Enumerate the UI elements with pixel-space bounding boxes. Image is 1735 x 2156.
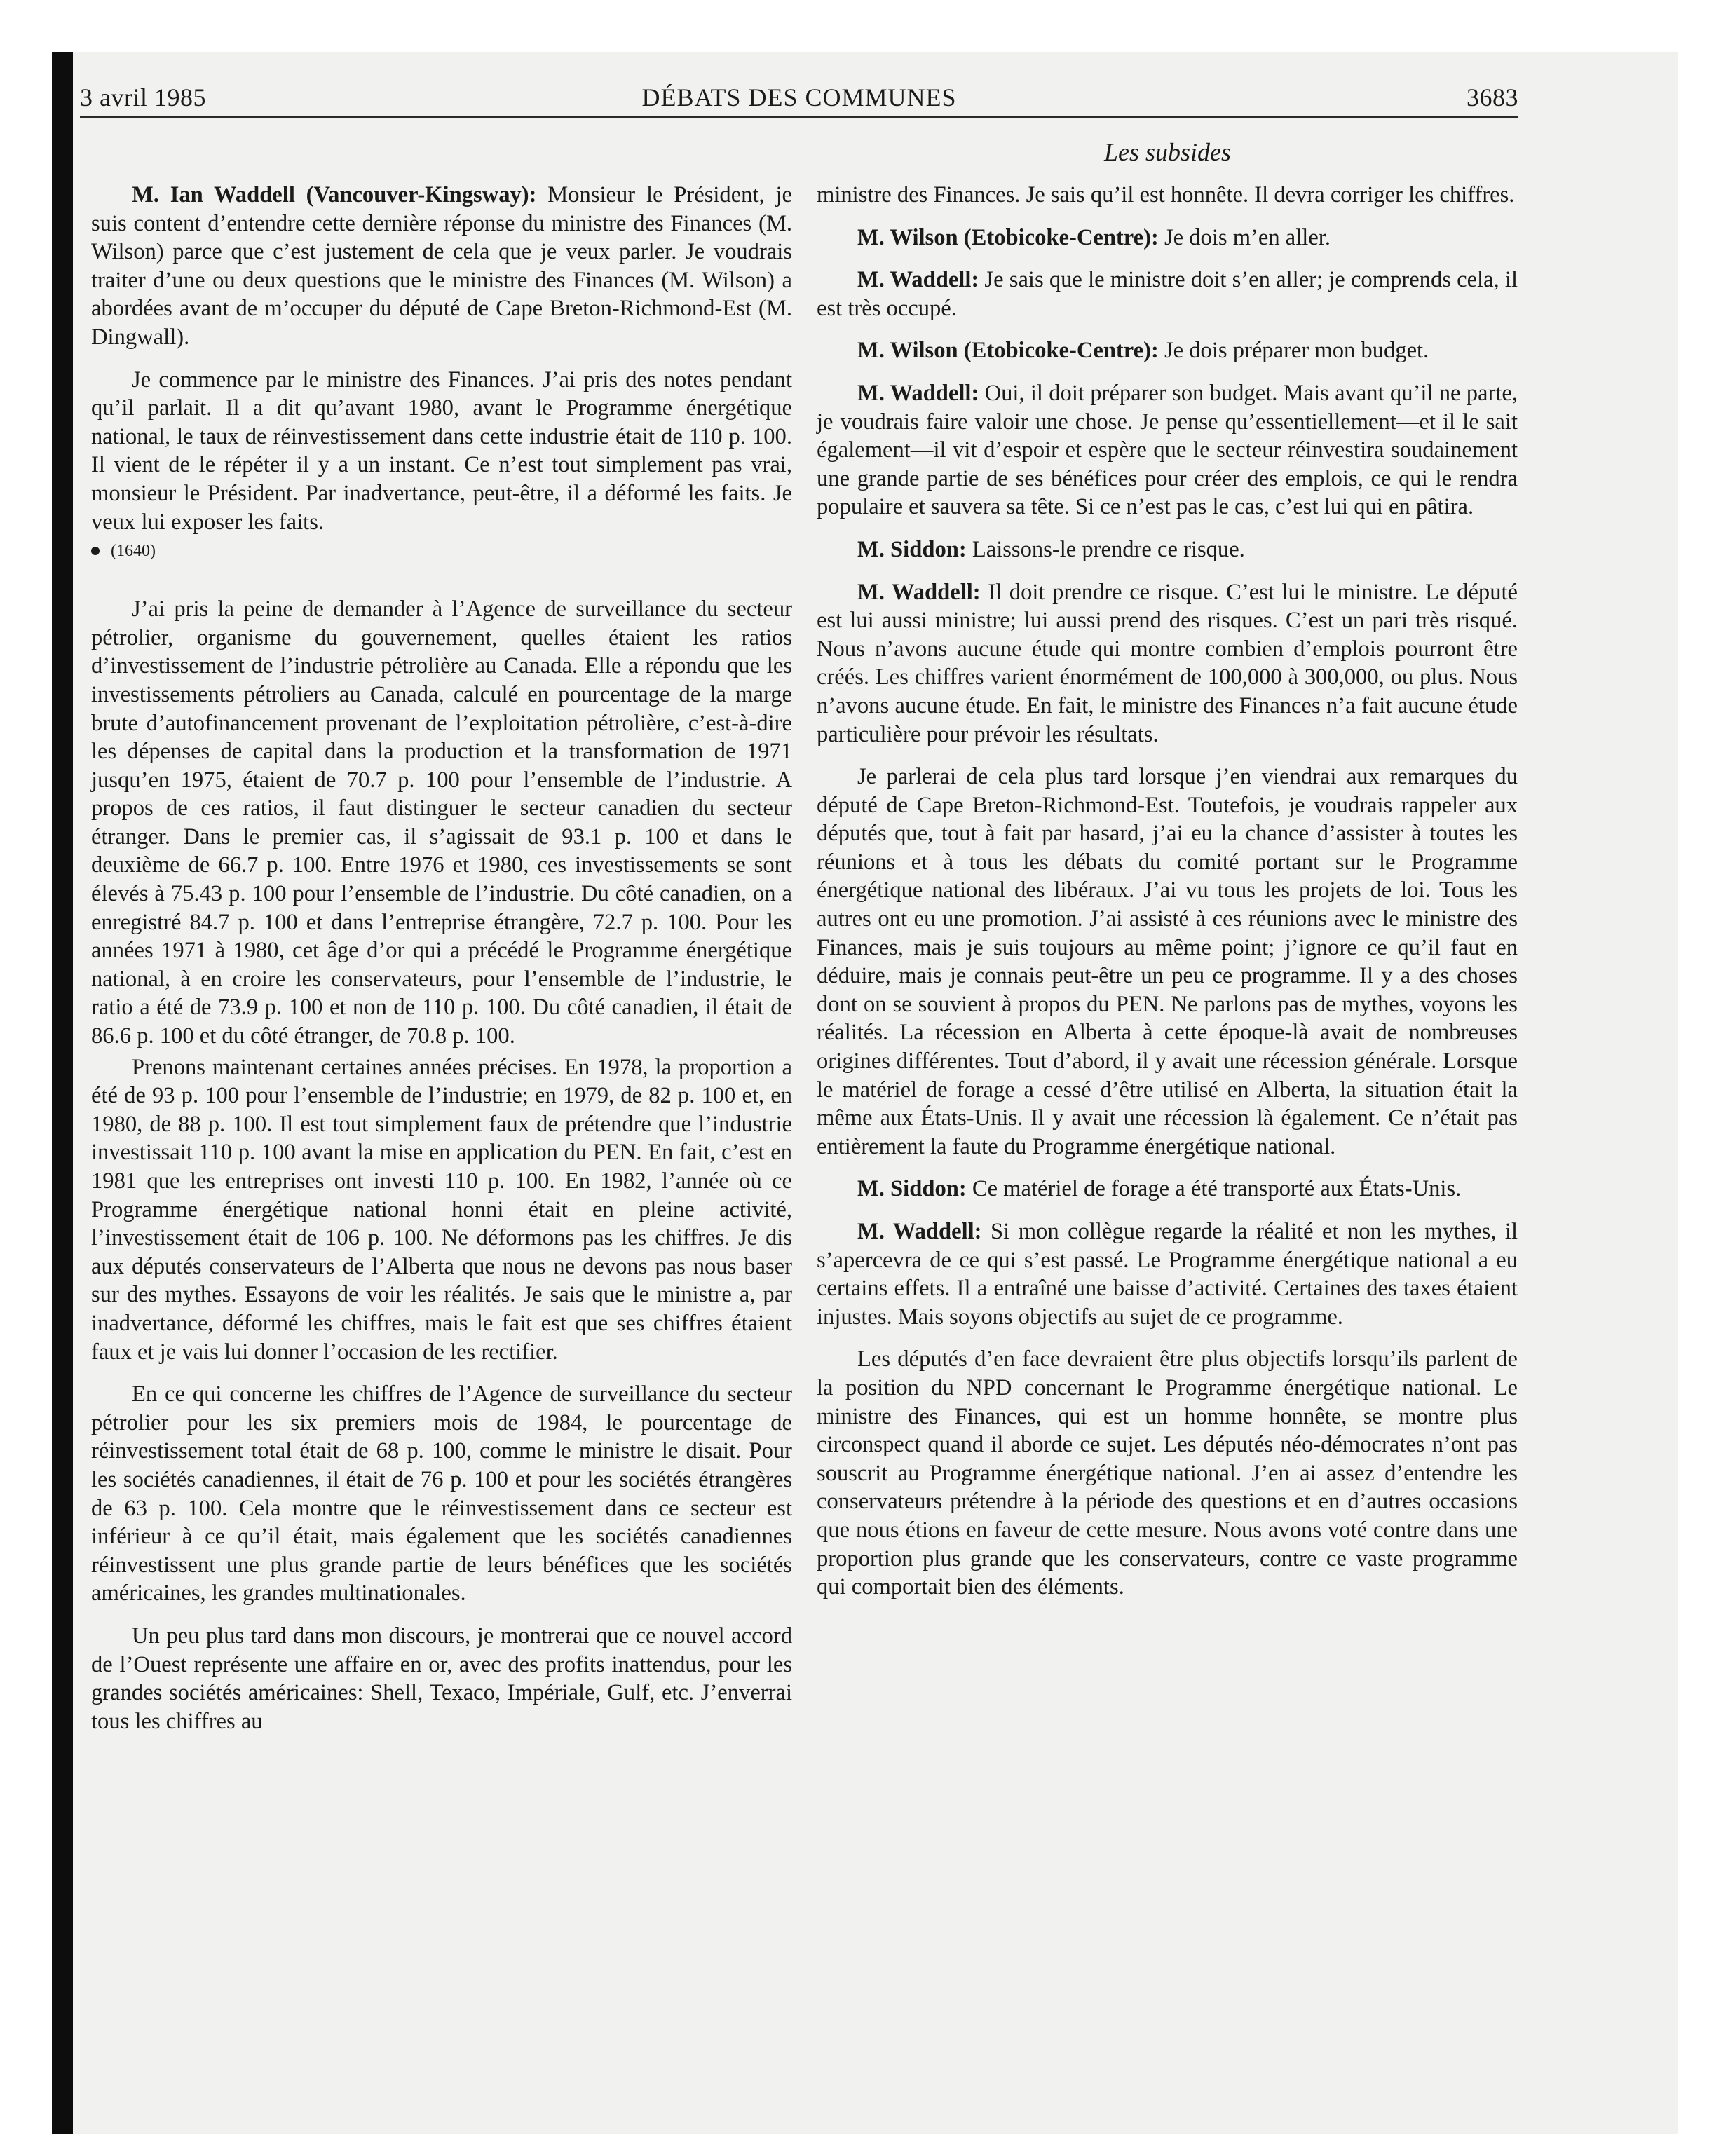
speech-paragraph: Je parlerai de cela plus tard lorsque j’en viendrai aux remarques du député de Cape Breton-Richmond-Est. Toutefois, je voudrais rappeler aux députés que, tout à fait par hasard, j’ai eu la chance d’assister à toutes les réunions et à tous les débats du comité portant sur le Programme énergétique national des libéraux. J’ai vu tous les projets de loi. Tous les autres ont eu une promotion. J’ai assisté à ces réunions avec le ministre des Finances, mais je suis toujours au même point; j’ignore ce qu’il faut en déduire, mais je connais peut-être un peu ce programme. Il y a des choses dont on se souvient à propos du PEN. Ne parlons pas de mythes, voyons les réalités. La récession en Alberta à cette époque-là avait de nombreuses origines différentes. Tout d’abord, il y avait une récession générale. Lorsque le matériel de forage a cessé d’être utilisé en Alberta, la situation était la même aux États-Unis. Il y avait une récession là également. Ce n’était pas entièrement la faute du Programme énergétique national. xyxy=(817,764,1518,1159)
speech-text: Ce matériel de forage a été transporté aux États-Unis. xyxy=(966,1176,1462,1202)
running-header xyxy=(80,83,1518,119)
speech-text: Laissons-le prendre ce risque. xyxy=(966,536,1245,562)
header-publication: DÉBATS DES COMMUNES xyxy=(641,83,957,111)
speaker-name: M. Wilson (Etobicoke-Centre): xyxy=(857,338,1159,364)
speech-paragraph xyxy=(817,336,1518,365)
speaker-name: M. Waddell: xyxy=(857,579,981,605)
speech-paragraph xyxy=(817,266,1518,322)
speech-paragraph xyxy=(817,1175,1518,1203)
timestamp-marker xyxy=(91,540,792,561)
speech-text: Oui, il doit préparer son budget. Mais avant qu’il ne parte, je voudrais faire valoir une chose. Je pense qu’essentiellement—et il le sait également—il vit d’espoir et espère que le secteur réinvestira soudainement une grande partie de ses bénéfices pour créer des emplois, ce qui le rendra populaire et sauvera sa tête. Si ce n’est pas le cas, c’est lui qui en pâtira. xyxy=(817,380,1518,520)
bullet-icon xyxy=(91,547,100,555)
page-number: 3683 xyxy=(1467,83,1518,111)
header-rule xyxy=(80,116,1518,118)
speech-paragraph: En ce qui concerne les chiffres de l’Agence de surveillance du secteur pétrolier pour les six premiers mois de 1984, le pourcentage de réinvestissement total était de 68 p. 100, comme le ministre le disait. Pour les sociétés canadiennes, il était de 76 p. 100 et pour les sociétés étrangères de 63 p. 100. Cela montre que le réinvestissement dans ce secteur est inférieur à ce qu’il était, mais également que les sociétés canadiennes réinvestissent une plus grande partie de leurs bénéfices que les sociétés américaines, les grandes multinationales. xyxy=(91,1381,792,1606)
speech-text: Si mon collègue regarde la réalité et non les mythes, il s’apercevra de ce qui s’est passé. Le Programme énergétique national a eu certains effets. Il a entraîné une baisse d’activité. Certaines des taxes étaient injustes. Mais soyons objectifs au sujet de ce programme. xyxy=(817,1219,1518,1330)
speech-paragraph: Un peu plus tard dans mon discours, je montrerai que ce nouvel accord de l’Ouest représente une affaire en or, avec des profits inattendus, pour les grandes sociétés américaines: Shell, Texaco, Impériale, Gulf, etc. J’enverrai tous les chiffres au xyxy=(91,1623,792,1734)
speech-text: Je dois préparer mon budget. xyxy=(1158,338,1429,364)
speaker-name: M. Waddell: xyxy=(857,380,979,406)
section-title: Les subsides xyxy=(1103,138,1232,166)
right-column xyxy=(817,181,1518,1616)
speech-text: Monsieur le Président, je suis content d’entendre cette dernière réponse du ministre des Finances (M. Wilson) parce que c’est justement de cela que je veux parler. Je voudrais traiter d’une ou deux questions que le ministre des Finances (M. Wilson) a abordées avant de m’occuper du député de Cape Breton-Richmond-Est (M. Dingwall). xyxy=(91,182,792,350)
speech-paragraph: Je commence par le ministre des Finances. J’ai pris des notes pendant qu’il parlait. Il a dit qu’avant 1980, avant le Programme énergétique national, le taux de réinvestissement dans cette industrie était de 110 p. 100. Il vient de le répéter il y a un instant. Ce n’est tout simplement pas vrai, monsieur le Président. Par inadvertance, peut-être, il a déformé les faits. Je veux lui exposer les faits. xyxy=(91,367,792,535)
speech-text: Il doit prendre ce risque. C’est lui le ministre. Le député est lui aussi ministre; lui aussi prend des risques. C’est un pari très risqué. Nous n’avons aucune étude qui montre combien d’emplois pourront être créés. Les chiffres varient énormément de 100,000 à 300,000, ou plus. Nous n’avons aucune étude. En fait, le ministre des Finances n’a fait aucune étude particulière pour prévoir les résultats. xyxy=(817,579,1518,747)
speech-text: Je sais que le ministre doit s’en aller; je comprends cela, il est très occupé. xyxy=(817,267,1518,321)
speech-paragraph xyxy=(817,1217,1518,1331)
speech-paragraph: J’ai pris la peine de demander à l’Agence de surveillance du secteur pétrolier, organisme du gouvernement, quelles étaient les ratios d’investissement de l’industrie pétrolière au Canada. Elle a répondu que les investissements pétroliers au Canada, calculé en pourcentage de la marge brute d’autofinancement provenant de l’exploitation pétrolière, c’est-à-dire les dépenses de capital dans la production et la transformation de 1971 jusqu’en 1975, étaient de 70.7 p. 100 pour l’ensemble de l’industrie. A propos de ces ratios, il faut distinguer le secteur canadien du secteur étranger. Dans le premier cas, il s’agissait de 93.1 p. 100 et dans le deuxième de 66.7 p. 100. Entre 1976 et 1980, ces investissements se sont élevés à 75.43 p. 100 pour l’ensemble de l’industrie. Du côté canadien, on a enregistré 84.7 p. 100 et dans l’entreprise étrangère, 72.7 p. 100. Pour les années 1971 à 1980, cet âge d’or qui a précédé le Programme énergétique national, à en croire les conservateurs, pour l’ensemble de l’industrie, le ratio a été de 73.9 p. 100 et non de 110 p. 100. Du côté canadien, il était de 86.6 p. 100 et du côté étranger, de 70.8 p. 100. xyxy=(91,596,792,1049)
speech-paragraph xyxy=(817,535,1518,564)
speaker-name: M. Wilson (Etobicoke-Centre): xyxy=(857,224,1159,250)
left-column xyxy=(91,181,792,1749)
speech-text: Je dois m’en aller. xyxy=(1158,224,1331,250)
timestamp: (1640) xyxy=(111,542,156,561)
scan-border xyxy=(52,52,73,2134)
speech-paragraph: Prenons maintenant certaines années précises. En 1978, la proportion a été de 93 p. 100 pour l’ensemble de l’industrie; en 1979, de 82 p. 100 et, en 1980, de 88 p. 100. Il est tout simplement faux de prétendre que l’industrie investissait 110 p. 100 avant la mise en application du PEN. En fait, c’est en 1981 que les entreprises ont investi 110 p. 100. En 1982, l’année où ce Programme énergétique national honni était en pleine activité, l’investissement était de 106 p. 100. Ne déformons pas les chiffres. Je dis aux députés conservateurs de l’Alberta que nous ne devons pas nous baser sur des mythes. Essayons de voir les réalités. Je sais que le ministre a, par inadvertance, déformé les chiffres, mais le fait est que ses chiffres étaient faux et je vais lui donner l’occasion de les rectifier. xyxy=(91,1054,792,1365)
header-date: 3 avril 1985 xyxy=(80,83,206,111)
speaker-name: M. Siddon: xyxy=(857,536,967,562)
speaker-name: M. Waddell: xyxy=(857,267,979,293)
speaker-name: M. Siddon: xyxy=(857,1176,967,1202)
speech-paragraph xyxy=(817,379,1518,521)
speech-paragraph xyxy=(817,578,1518,749)
speech-paragraph xyxy=(817,224,1518,252)
speech-paragraph: Les députés d’en face devraient être plus objectifs lorsqu’ils parlent de la position du NPD concernant le Programme énergétique national. Le ministre des Finances, qui est un homme honnête, se montre plus circonspect quand il aborde ce sujet. Les députés néo-démocrates n’ont pas souscrit au Programme énergétique national. J’en ai assez d’entendre les conservateurs prétendre à la période des questions et en d’autres occasions que nous étions en faveur de cette mesure. Nous avons voté contre dans une proportion plus grande que les conservateurs, contre ce vaste programme qui comportait bien des éléments. xyxy=(817,1346,1518,1600)
speech-paragraph: ministre des Finances. Je sais qu’il est honnête. Il devra corriger les chiffres. xyxy=(817,182,1515,207)
speaker-name: M. Waddell: xyxy=(857,1219,982,1244)
speech-paragraph xyxy=(91,181,792,352)
speaker-name: M. Ian Waddell (Vancouver-Kingsway): xyxy=(132,182,537,207)
